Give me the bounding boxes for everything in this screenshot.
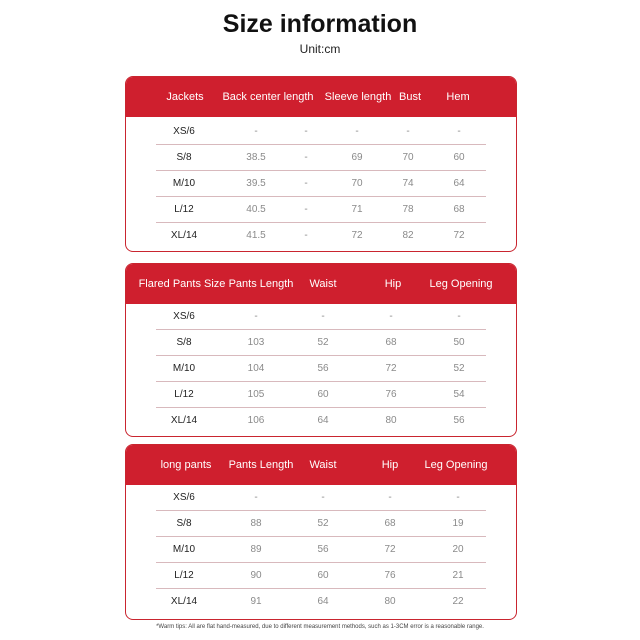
value-cell: 80 [384, 596, 396, 607]
value-cell: 105 [247, 389, 265, 400]
value-cell: 39.5 [246, 178, 266, 189]
value-cell: 72 [351, 230, 363, 241]
value-cell: 60 [317, 389, 329, 400]
table-row [126, 171, 516, 197]
value-cell: 68 [453, 204, 465, 215]
value-cell: 64 [317, 596, 329, 607]
value-cell: 104 [247, 363, 265, 374]
value-cell: 56 [317, 363, 329, 374]
value-cell: - [304, 230, 308, 241]
size-cell: M/10 [172, 363, 196, 374]
value-cell: 91 [250, 596, 262, 607]
size-cell: XL/14 [170, 230, 198, 241]
value-cell: 54 [453, 389, 465, 400]
header-cell: Hip [384, 278, 402, 290]
size-cell: XS/6 [173, 492, 195, 503]
size-cell: XL/14 [170, 415, 198, 426]
table-row [126, 382, 516, 408]
size-cell: S/8 [176, 518, 192, 529]
value-cell: 76 [385, 389, 397, 400]
value-cell: 56 [317, 544, 329, 555]
size-cell: L/12 [174, 570, 194, 581]
value-cell: 50 [453, 337, 465, 348]
size-cell: M/10 [172, 544, 196, 555]
value-cell: 64 [317, 415, 329, 426]
value-cell: - [457, 311, 461, 322]
table-header [126, 264, 516, 304]
table-row [126, 563, 516, 589]
unit-label: Unit:cm [299, 42, 341, 56]
long-pants-size-table [125, 444, 517, 620]
table-row [126, 119, 516, 145]
value-cell: - [254, 492, 258, 503]
value-cell: 72 [453, 230, 465, 241]
header-cell: Back center length [222, 91, 314, 103]
table-row [126, 485, 516, 511]
value-cell: 60 [317, 570, 329, 581]
size-cell: S/8 [176, 337, 192, 348]
value-cell: 22 [452, 596, 464, 607]
value-cell: - [388, 492, 392, 503]
value-cell: 52 [453, 363, 465, 374]
value-cell: 60 [453, 152, 465, 163]
value-cell: 78 [402, 204, 414, 215]
table-row [126, 589, 516, 615]
value-cell: 72 [385, 363, 397, 374]
jackets-size-table [125, 76, 517, 252]
warm-tips-note: *Warm tips: All are flat hand-measured, due to different measurement methods, such as 1-3CM error is a reasonable range. [156, 624, 484, 630]
value-cell: - [321, 311, 325, 322]
value-cell: 88 [250, 518, 262, 529]
value-cell: - [254, 126, 258, 137]
value-cell: - [321, 492, 325, 503]
value-cell: - [389, 311, 393, 322]
header-cell: long pants [160, 459, 212, 471]
value-cell: 19 [452, 518, 464, 529]
value-cell: 71 [351, 204, 363, 215]
value-cell: 76 [384, 570, 396, 581]
value-cell: 20 [452, 544, 464, 555]
header-cell: Leg Opening [429, 278, 493, 290]
table-row [126, 356, 516, 382]
value-cell: 52 [317, 518, 329, 529]
value-cell: 21 [452, 570, 464, 581]
value-cell: 64 [453, 178, 465, 189]
value-cell: 41.5 [246, 230, 266, 241]
table-row [126, 197, 516, 223]
header-cell: Hem [446, 91, 470, 103]
value-cell: 68 [384, 518, 396, 529]
value-cell: 72 [384, 544, 396, 555]
table-row [126, 304, 516, 330]
table-row [126, 223, 516, 249]
header-cell: Flared Pants Size [138, 278, 226, 290]
header-cell: Pants Length [228, 278, 294, 290]
size-cell: XS/6 [173, 311, 195, 322]
value-cell: - [304, 178, 308, 189]
header-cell: Pants Length [228, 459, 294, 471]
table-row [126, 511, 516, 537]
header-cell: Waist [309, 278, 337, 290]
value-cell: - [304, 152, 308, 163]
value-cell: - [456, 492, 460, 503]
value-cell: 38.5 [246, 152, 266, 163]
flared-pants-size-table [125, 263, 517, 437]
value-cell: - [304, 204, 308, 215]
value-cell: 70 [402, 152, 414, 163]
value-cell: 82 [402, 230, 414, 241]
value-cell: 89 [250, 544, 262, 555]
size-cell: L/12 [174, 204, 194, 215]
table-row [126, 408, 516, 434]
table-row [126, 145, 516, 171]
value-cell: 69 [351, 152, 363, 163]
value-cell: 40.5 [246, 204, 266, 215]
value-cell: 52 [317, 337, 329, 348]
table-row [126, 330, 516, 356]
value-cell: 106 [247, 415, 265, 426]
header-cell: Leg Opening [424, 459, 488, 471]
value-cell: - [304, 126, 308, 137]
table-header [126, 77, 516, 117]
value-cell: 90 [250, 570, 262, 581]
size-cell: S/8 [176, 152, 192, 163]
header-cell: Hip [381, 459, 399, 471]
value-cell: 56 [453, 415, 465, 426]
value-cell: 80 [385, 415, 397, 426]
size-cell: M/10 [172, 178, 196, 189]
size-cell: XL/14 [170, 596, 198, 607]
value-cell: - [457, 126, 461, 137]
size-cell: XS/6 [173, 126, 195, 137]
value-cell: - [406, 126, 410, 137]
value-cell: 103 [247, 337, 265, 348]
value-cell: 68 [385, 337, 397, 348]
value-cell: - [254, 311, 258, 322]
table-header [126, 445, 516, 485]
page-title: Size information [222, 10, 418, 38]
header-cell: Bust [398, 91, 422, 103]
size-cell: L/12 [174, 389, 194, 400]
value-cell: 74 [402, 178, 414, 189]
table-row [126, 537, 516, 563]
header-cell: Waist [309, 459, 337, 471]
header-cell: Jackets [166, 91, 204, 103]
header-cell: Sleeve length [324, 91, 392, 103]
value-cell: 70 [351, 178, 363, 189]
value-cell: - [355, 126, 359, 137]
